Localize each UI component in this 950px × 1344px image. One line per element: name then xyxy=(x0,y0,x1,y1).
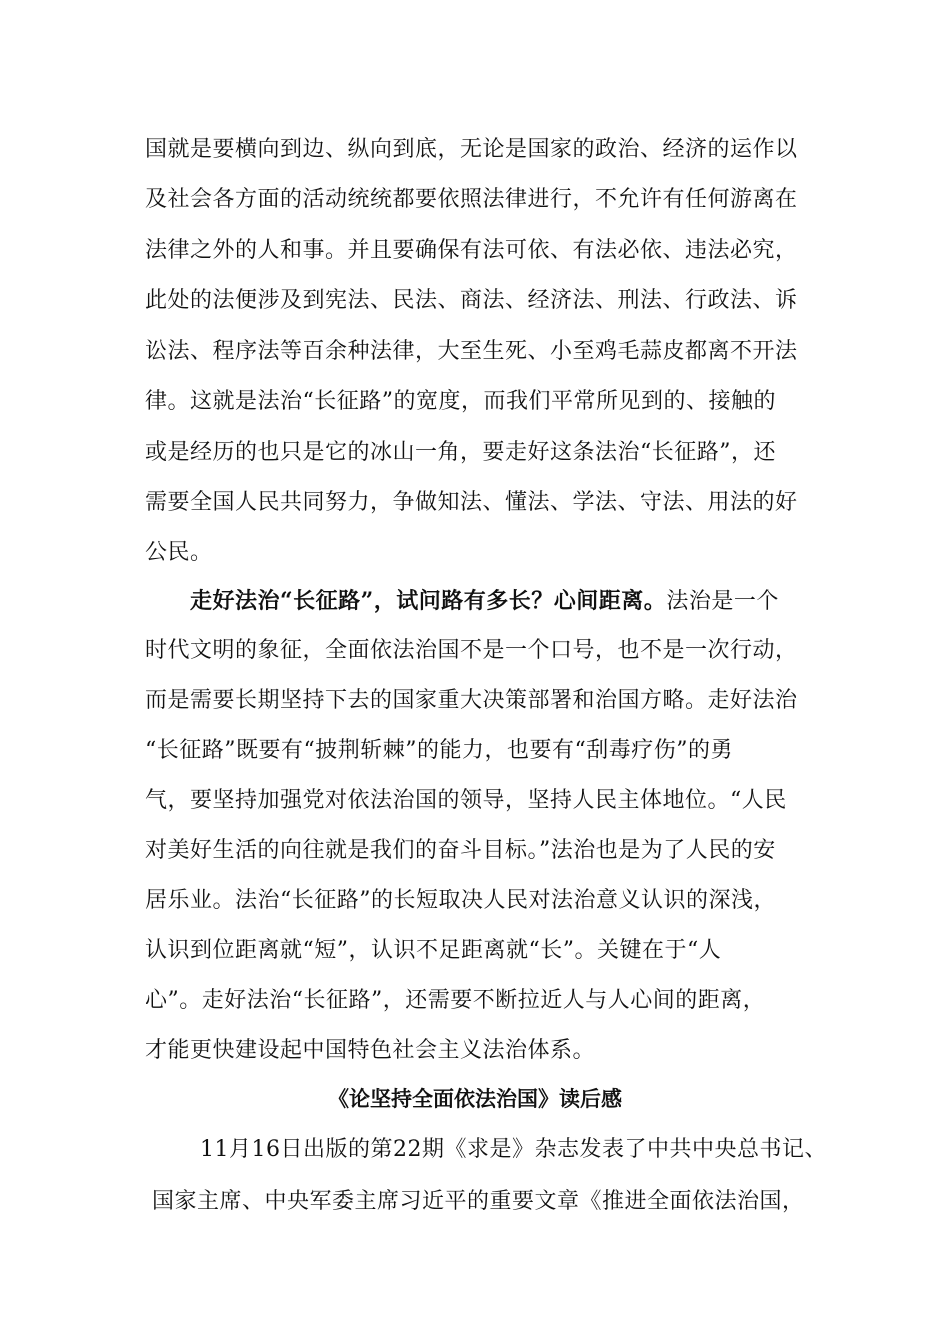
article-title: 《论坚持全面依法治国》读后感 xyxy=(328,1086,622,1111)
paragraph-2-line-6: 对美好生活的向往就是我们的奋斗目标。”法治也是为了人民的安 xyxy=(145,838,776,863)
paragraph-1-line-1: 国就是要横向到边、纵向到底，无论是国家的政治、经济的运作以 xyxy=(145,137,798,162)
paragraph-1-line-2: 及社会各方面的活动统统都要依照法律进行，不允许有任何游离在 xyxy=(145,187,798,212)
paragraph-2-line-3: 而是需要长期坚持下去的国家重大决策部署和治国方略。走好法治 xyxy=(145,688,798,713)
paragraph-2-line-10: 才能更快建设起中国特色社会主义法治体系。 xyxy=(145,1038,596,1063)
paragraph-2-bold-lead: 走好法治“长征路”，试问路有多长？心间距离。 xyxy=(190,588,667,614)
paragraph-2-line-2: 时代文明的象征，全面依法治国不是一个口号，也不是一次行动， xyxy=(145,638,798,663)
paragraph-2-lead-rest: 法治是一个 xyxy=(666,589,779,614)
paragraph-2-line-5: 气，要坚持加强党对依法治国的领导，坚持人民主体地位。“人民 xyxy=(145,788,787,813)
paragraph-1-line-4: 此处的法便涉及到宪法、民法、商法、经济法、刑法、行政法、诉 xyxy=(145,288,798,313)
paragraph-1-line-5: 讼法、程序法等百余种法律，大至生死、小至鸡毛蒜皮都离不开法 xyxy=(145,339,798,364)
paragraph-1-line-3: 法律之外的人和事。并且要确保有法可依、有法必依、违法必究， xyxy=(145,238,798,263)
paragraph-1-line-6: 律。这就是法治“长征路”的宽度，而我们平常所见到的、接触的 xyxy=(145,389,776,414)
paragraph-2-line-7: 居乐业。法治“长征路”的长短取决人民对法治意义认识的深浅， xyxy=(145,888,776,913)
paragraph-1-line-7: 或是经历的也只是它的冰山一角，要走好这条法治“长征路”，还 xyxy=(145,440,776,465)
paragraph-2-line-8: 认识到位距离就“短”，认识不足距离就“长”。关键在于“人 xyxy=(145,938,722,963)
paragraph-2-line-9: 心”。走好法治“长征路”，还需要不断拉近人与人心间的距离， xyxy=(145,988,766,1013)
article-line-1: 11月16日出版的第22期《求是》杂志发表了中共中央总书记、 xyxy=(200,1137,827,1162)
paragraph-1-line-8: 需要全国人民共同努力，争做知法、懂法、学法、守法、用法的好 xyxy=(145,490,798,515)
paragraph-1-line-9: 公民。 xyxy=(145,540,213,565)
paragraph-2-line-4: “长征路”既要有“披荆斩棘”的能力，也要有“刮毒疗伤”的勇 xyxy=(145,738,733,763)
paragraph-2-line-1 xyxy=(190,586,779,617)
article-line-2: 国家主席、中央军委主席习近平的重要文章《推进全面依法治国， xyxy=(152,1189,805,1214)
